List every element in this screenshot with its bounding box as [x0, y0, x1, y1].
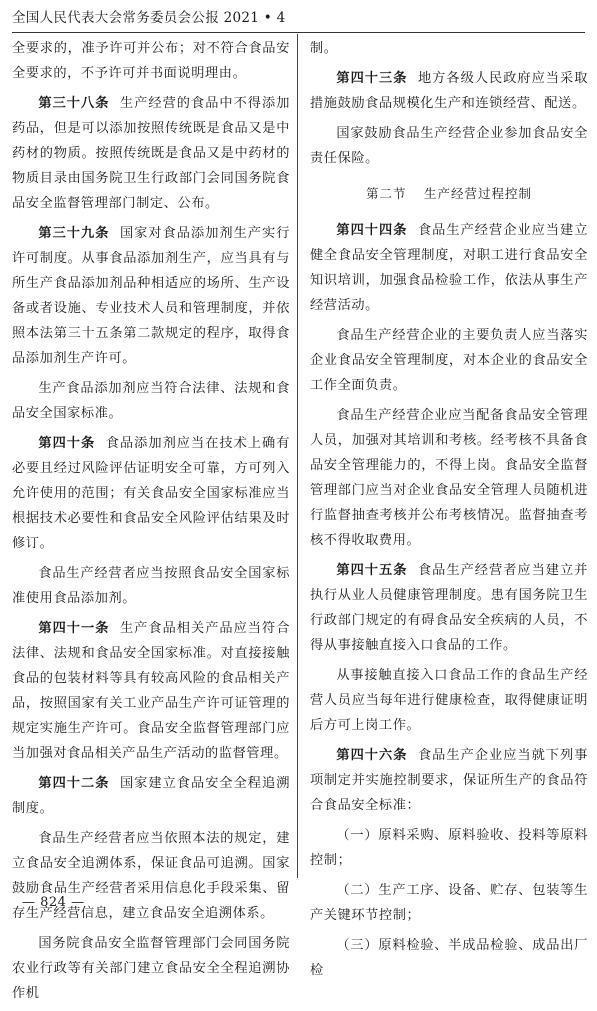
article-number: 第三十八条: [38, 96, 110, 111]
article-paragraph: [310, 218, 588, 318]
right-column-top: [310, 36, 588, 171]
paragraph: [310, 933, 588, 983]
article-paragraph: [12, 91, 290, 216]
right-column-bottom: [310, 218, 588, 983]
page-header: [12, 6, 585, 30]
page-footer: [22, 895, 85, 910]
paragraph-text: 生产食品相关产品应当符合法律、法规和食品安全国家标准。对直接接触食品的包装材料等具有较高风险的食品相关产品，按照国家有关工业产品生产许可证管理的规定实施生产许可。食品安全监督管理部门应当加强对食品相关产品生产活动的监督管理。: [12, 621, 291, 761]
paragraph: [310, 403, 588, 553]
paragraph: [310, 823, 588, 873]
paragraph-text: 食品生产企业应当就下列事项制定并实施控制要求，保证所生产的食品符合食品安全标准：: [310, 748, 589, 813]
paragraph: [12, 376, 290, 426]
page-number: — 824 —: [22, 895, 85, 910]
article-number: 第四十二条: [38, 776, 110, 791]
article-number: 第四十一条: [38, 621, 110, 636]
paragraph: [12, 826, 290, 926]
column-divider: [297, 34, 298, 878]
article-paragraph: [12, 431, 290, 556]
section-heading: [310, 181, 588, 206]
paragraph-text: 生产食品添加剂应当符合法律、法规和食品安全国家标准。: [12, 381, 290, 421]
paragraph: [12, 36, 290, 86]
paragraph-text: （三）原料检验、半成品检验、成品出厂检: [310, 938, 588, 978]
right-column: [310, 36, 588, 988]
paragraph-text: 食品生产经营者应当依照本法的规定，建立食品安全追溯体系，保证食品可追溯。国家鼓励食品生产经营者采用信息化手段采集、留存生产经营信息，建立食品安全追溯体系。: [12, 831, 290, 921]
paragraph-text: （一）原料采购、原料验收、投料等原料控制；: [310, 828, 588, 868]
paragraph: [310, 36, 588, 61]
left-column: [12, 36, 290, 1011]
section-number: 第二节: [365, 186, 407, 201]
paragraph-text: 全要求的，准予许可并公布；对不符合食品安全要求的，不予许可并书面说明理由。: [12, 41, 290, 81]
header-rule: [12, 32, 585, 33]
paragraph: [310, 121, 588, 171]
paragraph-text: 食品生产经营企业应当配备食品安全管理人员，加强对其培训和考核。经考核不具备食品安全管理能力的，不得上岗。食品安全监督管理部门应当对企业食品安全管理人员随机进行监督抽查考核并公布考核情况。监督抽查考核不得收取费用。: [310, 408, 588, 548]
article-paragraph: [12, 771, 290, 821]
paragraph-text: 国家建立食品安全全程追溯制度。: [12, 776, 291, 816]
article-number: 第四十条: [38, 436, 96, 451]
paragraph-text: 国务院食品安全监督管理部门会同国务院农业行政等有关部门建立食品安全全程追溯协作机: [12, 936, 290, 1001]
publication-title: 全国人民代表大会常务委员会公报 2021 • 4: [12, 10, 286, 26]
paragraph: [12, 931, 290, 1006]
paragraph-text: 食品生产经营者应当按照食品安全国家标准使用食品添加剂。: [12, 566, 290, 606]
paragraph-text: 从事接触直接入口食品工作的食品生产经营人员应当每年进行健康检查，取得健康证明后方可上岗工作。: [310, 668, 588, 733]
article-number: 第四十四条: [336, 223, 408, 238]
paragraph-text: 国家对食品添加剂生产实行许可制度。从事食品添加剂生产，应当具有与所生产食品添加剂品种相适应的场所、生产设备或者设施、专业技术人员和管理制度，并依照本法第三十五条第二款规定的程序，取得食品添加剂生产许可。: [12, 226, 291, 366]
article-number: 第四十五条: [336, 563, 408, 578]
article-paragraph: [310, 558, 588, 658]
paragraph: [310, 663, 588, 738]
article-number: 第四十三条: [336, 71, 408, 86]
paragraph-text: 食品生产经营企业的主要负责人应当落实企业食品安全管理制度，对本企业的食品安全工作全面负责。: [310, 328, 588, 393]
paragraph-text: 制。: [310, 41, 338, 56]
paragraph: [12, 561, 290, 611]
article-paragraph: [12, 221, 290, 371]
paragraph-text: 地方各级人民政府应当采取措施鼓励食品规模化生产和连锁经营、配送。: [310, 71, 589, 111]
article-paragraph: [310, 743, 588, 818]
paragraph-text: 食品生产经营者应当建立并执行从业人员健康管理制度。患有国务院卫生行政部门规定的有碍食品安全疾病的人员，不得从事接触直接入口食品的工作。: [310, 563, 589, 653]
paragraph: [310, 878, 588, 928]
paragraph-text: 食品生产经营企业应当建立健全食品安全管理制度，对职工进行食品安全知识培训，加强食品检验工作，依法从事生产经营活动。: [310, 223, 589, 313]
article-paragraph: [310, 66, 588, 116]
section-title: 生产经营过程控制: [423, 186, 532, 201]
paragraph-text: 生产经营的食品中不得添加药品，但是可以添加按照传统既是食品又是中药材的物质。按照传统既是食品又是中药材的物质目录由国务院卫生行政部门会同国务院食品安全监督管理部门制定、公布。: [12, 96, 291, 211]
article-number: 第三十九条: [38, 226, 110, 241]
paragraph-text: 国家鼓励食品生产经营企业参加食品安全责任保险。: [310, 126, 588, 166]
article-number: 第四十六条: [336, 748, 408, 763]
article-paragraph: [12, 616, 290, 766]
paragraph: [310, 323, 588, 398]
paragraph-text: （二）生产工序、设备、贮存、包装等生产关键环节控制；: [310, 883, 588, 923]
paragraph-text: 食品添加剂应当在技术上确有必要且经过风险评估证明安全可靠，方可列入允许使用的范围；有关食品安全国家标准应当根据技术必要性和食品安全风险评估结果及时修订。: [12, 436, 290, 551]
